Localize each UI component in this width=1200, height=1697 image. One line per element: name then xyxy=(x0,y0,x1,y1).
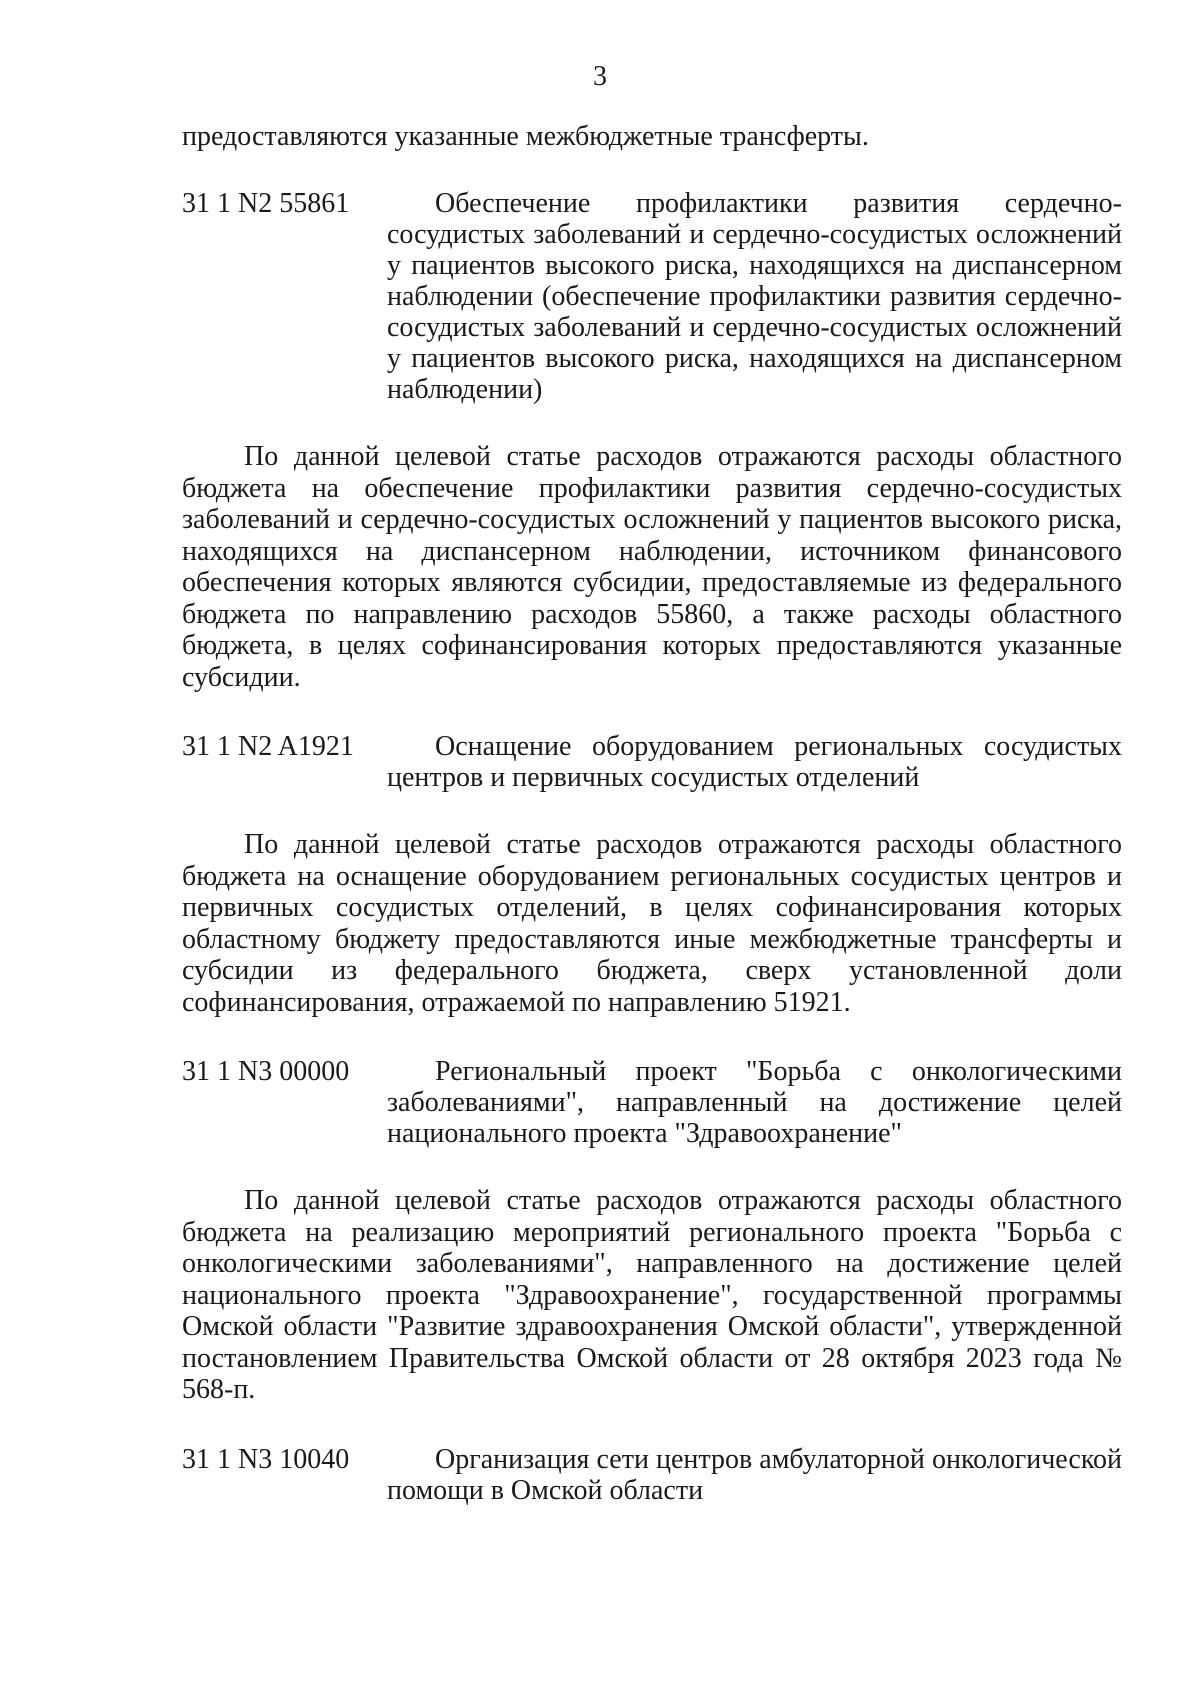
page-number: 3 xyxy=(593,61,607,92)
article-heading xyxy=(182,731,1122,793)
article-description: По данной целевой статье расходов отражаются расходы областного бюджета на обеспечение профилактики развития сердечно-сосудистых заболеваний и сердечно-сосудистых осложнений у пациентов высокого риска, находящихся на диспансерном наблюдении, источником финансового обеспечения которых являются субсидии, предоставляемые из федерального бюджета по направлению расходов 55860, а также расходы областного бюджета, в целях софинансирования которых предоставляются указанные субсидии. xyxy=(182,441,1122,693)
article-code: 31 1 N3 00000 xyxy=(182,1056,350,1087)
article-title: Обеспечение профилактики развития сердечно-сосудистых заболеваний и сердечно-сосудистых осложнений у пациентов высокого риска, находящихся на диспансерном наблюдении (обеспечение профилактики развития сердечно-сосудистых заболеваний и сердечно-сосудистых осложнений у пациентов высокого риска, находящихся на диспансерном наблюдении) xyxy=(387,188,1122,405)
document-body xyxy=(182,120,1122,1506)
continuation-text: предоставляются указанные межбюджетные трансферты. xyxy=(182,121,869,152)
article-code: 31 1 N2 A1921 xyxy=(182,731,354,762)
article-heading xyxy=(182,188,1122,405)
article-heading xyxy=(182,1056,1122,1149)
article-title: Организация сети центров амбулаторной онкологической помощи в Омской области xyxy=(387,1443,1122,1506)
article-title: Региональный проект "Борьба с онкологическими заболеваниями", направленный на достижение целей национального проекта "Здравоохранение" xyxy=(387,1056,1122,1149)
article-title: Оснащение оборудованием региональных сосудистых центров и первичных сосудистых отделений xyxy=(387,731,1122,793)
article-heading xyxy=(182,1444,1122,1506)
article-description: По данной целевой статье расходов отражаются расходы областного бюджета на оснащение оборудованием региональных сосудистых центров и первичных сосудистых отделений, в целях софинансирования которых областному бюджету предоставляются иные межбюджетные трансферты и субсидии из федерального бюджета, сверх установленной доли софинансирования, отражаемой по направлению 51921. xyxy=(182,829,1122,1018)
article-code: 31 1 N3 10040 xyxy=(182,1443,350,1475)
article-description: По данной целевой статье расходов отражаются расходы областного бюджета на реализацию мероприятий регионального проекта "Борьба с онкологическими заболеваниями", направленного на достижение целей национального проекта "Здравоохранение", государственной программы Омской области "Развитие здравоохранения Омской области", утвержденной постановлением Правительства Омской области от 28 октября 2023 года № 568-п. xyxy=(182,1185,1122,1405)
article-code: 31 1 N2 55861 xyxy=(182,188,350,219)
